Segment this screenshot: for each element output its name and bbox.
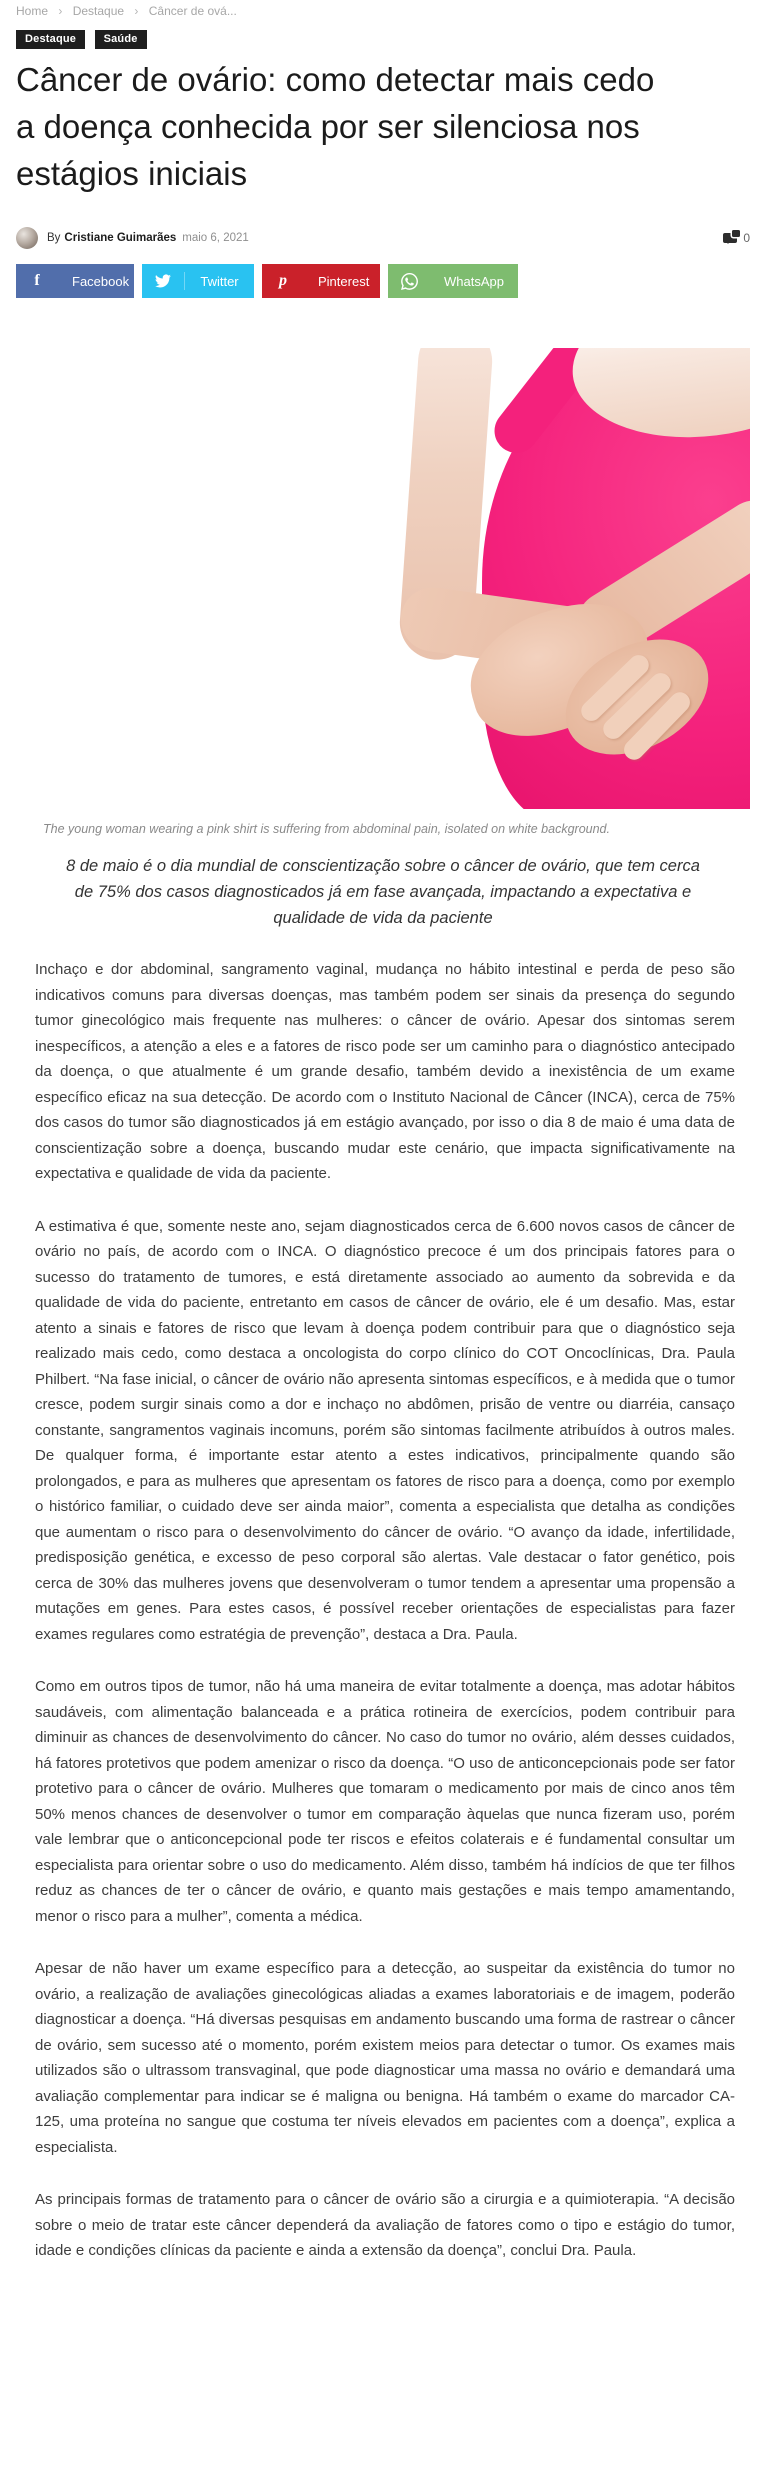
paragraph-3: Como em outros tipos de tumor, não há uma maneira de evitar totalmente a doença, mas adotar hábitos saudáveis, com alimentação balanceada e a prática rotineira de exercícios, podem contribuir para diminuir as chances de desenvolvimento do câncer. No caso do tumor no ovário, além desses cuidados, há fatores protetivos que podem amenizar o risco da doença. “O uso de anticoncepcionais pode ser fator protetivo para o câncer de ovário. Mulheres que tomaram o medicamento por mais de cinco anos têm 50% menos chances de desenvolver o tumor em comparação àquelas que nunca fizeram uso, porém vale lembrar que o anticoncepcional pode ter riscos e efeitos colaterais e é fundamental consultar um especialista para orientar sobre o uso do medicamento. Além disso, também há indícios de que ter filhos reduz as chances de ter o câncer de ovário, e quanto mais gestações e mais tempo amamentando, menor o risco para a mulher”, comenta a médica. xyxy=(35,1678,735,1925)
image-caption: The young woman wearing a pink shirt is suffering from abdominal pain, isolated on white background. xyxy=(43,822,610,836)
category-badge-saude[interactable]: Saúde xyxy=(95,30,147,49)
comments-link[interactable] xyxy=(723,231,750,245)
breadcrumb-separator: › xyxy=(134,4,139,18)
article-body xyxy=(16,957,750,2264)
category-badge-destaque[interactable]: Destaque xyxy=(16,30,85,49)
breadcrumb-category[interactable]: Destaque xyxy=(72,4,125,18)
by-label: By xyxy=(47,232,61,244)
lead-quote: 8 de maio é o dia mundial de conscientização sobre o câncer de ovário, que tem cerca de 75% dos casos diagnosticados já em fase avançada, impactando a expectativa e qualidade de vida da paciente xyxy=(66,857,700,927)
article-image xyxy=(16,348,750,809)
paragraph-2: A estimativa é que, somente neste ano, sejam diagnosticados cerca de 6.600 novos casos de câncer de ovário no país, de acordo com o INCA. O diagnóstico precoce é um dos principais fatores para o sucesso do tratamento de tumores, e está diretamente associado ao aumento da sobrevida e da qualidade de vida do paciente, entretanto em casos de câncer de ovário, ele é um desafio. Mas, estar atento a sinais e fatores de risco que levam à doença podem contribuir para que o diagnóstico seja realizado mais cedo, como destaca a oncologista do corpo clínico do COT Oncoclínicas, Dra. Paula Philbert. “Na fase inicial, o câncer de ovário não apresenta sintomas específicos, e à medida que o tumor cresce, podem surgir sinais como a dor e inchaço no abdômen, prisão de ventre ou diarréia, cansaço constante, sangramentos vaginais incomuns, porém são sintomas facilmente atribuídos à outros males. De qualquer forma, é importante estar atento a estes indicativos, principalmente quando são prolongados, e para as mulheres que apresentam os fatores de risco para a doença, como por exemplo o histórico familiar, o cuidado deve ser ainda maior”, comenta a especialista que detalha as condições que aumentam o risco para o desenvolvimento do câncer de ovário. “O avanço da idade, infertilidade, predisposição genética, e excesso de peso corporal são alertas. Vale destacar o fator genético, pois cerca de 30% das mulheres jovens que desenvolveram o tumor tendem a apresentar uma propensão a mutações em genes. Para estes casos, é possível receber orientações de especialistas para fazer exames regulares como estratégia de prevenção”, destaca a Dra. Paula. xyxy=(35,1217,735,1643)
comment-icon xyxy=(723,233,737,243)
author-link[interactable]: Cristiane Guimarães xyxy=(64,232,177,244)
twitter-icon xyxy=(142,274,184,288)
breadcrumb-current: Câncer de ová... xyxy=(148,4,237,18)
whatsapp-icon xyxy=(388,273,430,290)
publish-date: maio 6, 2021 xyxy=(182,232,249,244)
share-facebook-button[interactable]: f Facebook xyxy=(16,264,134,298)
share-buttons xyxy=(16,264,750,298)
facebook-icon: f xyxy=(34,272,40,289)
pinterest-icon: p xyxy=(279,272,287,289)
comments-count: 0 xyxy=(743,231,750,245)
paragraph-5: As principais formas de tratamento para o câncer de ovário são a cirurgia e a quimioterapia. “A decisão sobre o meio de tratar este câncer dependerá da avaliação de fatores como o tipo e estágio do tumor, idade e condições clínicas da paciente e ainda a extensão da doença”, conclui Dra. Paula. xyxy=(35,2191,735,2259)
share-whatsapp-button[interactable]: WhatsApp xyxy=(388,264,518,298)
breadcrumb xyxy=(16,4,750,19)
author-avatar[interactable] xyxy=(16,227,38,249)
category-badges xyxy=(16,29,750,49)
paragraph-4: Apesar de não haver um exame específico para a detecção, ao suspeitar da existência do tumor no ovário, a realização de avaliações ginecológicas aliadas a exames laboratoriais e de imagem, poderão diagnosticar a doença. “Há diversas pesquisas em andamento buscando uma forma de rastrear o câncer de ovário, sem sucesso até o momento, porém existem meios para detectar o tumor. Os exames mais utilizados são o ultrassom transvaginal, que pode diagnosticar uma massa no ovário e demandará uma avaliação complementar para indicar se é maligna ou benigna. Há também o exame do marcador CA-125, uma proteína no sangue que costuma ter níveis elevados em pacientes com a doença”, explica a especialista. xyxy=(35,1960,735,2156)
paragraph-1: Inchaço e dor abdominal, sangramento vaginal, mudança no hábito intestinal e perda de peso são indicativos comuns para diversas doenças, mas também podem ser sinais da presença do segundo tumor ginecológico mais frequente nas mulheres: o câncer de ovário. Apesar dos sintomas serem inespecíficos, a atenção a eles e a fatores de risco pode ser um caminho para o diagnóstico antecipado da doença, o que atualmente é um grande desafio, também devido a inexistência de um exame específico eficaz na sua detecção. De acordo com o Instituto Nacional de Câncer (INCA), cerca de 75% dos casos do tumor são diagnosticados já em estágio avançado, por isso o dia 8 de maio é uma data de conscientização sobre a doença, buscando mudar este cenário, que impacta significativamente na expectativa e qualidade de vida da paciente. xyxy=(35,961,735,1182)
breadcrumb-separator: › xyxy=(58,4,63,18)
share-pinterest-button[interactable]: p Pinterest xyxy=(262,264,380,298)
breadcrumb-home[interactable]: Home xyxy=(16,4,49,18)
page-title: Câncer de ovário: como detectar mais cedo a doença conhecida por ser silenciosa nos estágios iniciais xyxy=(16,61,655,192)
byline xyxy=(16,226,750,250)
share-twitter-button[interactable]: Twitter xyxy=(142,264,254,298)
